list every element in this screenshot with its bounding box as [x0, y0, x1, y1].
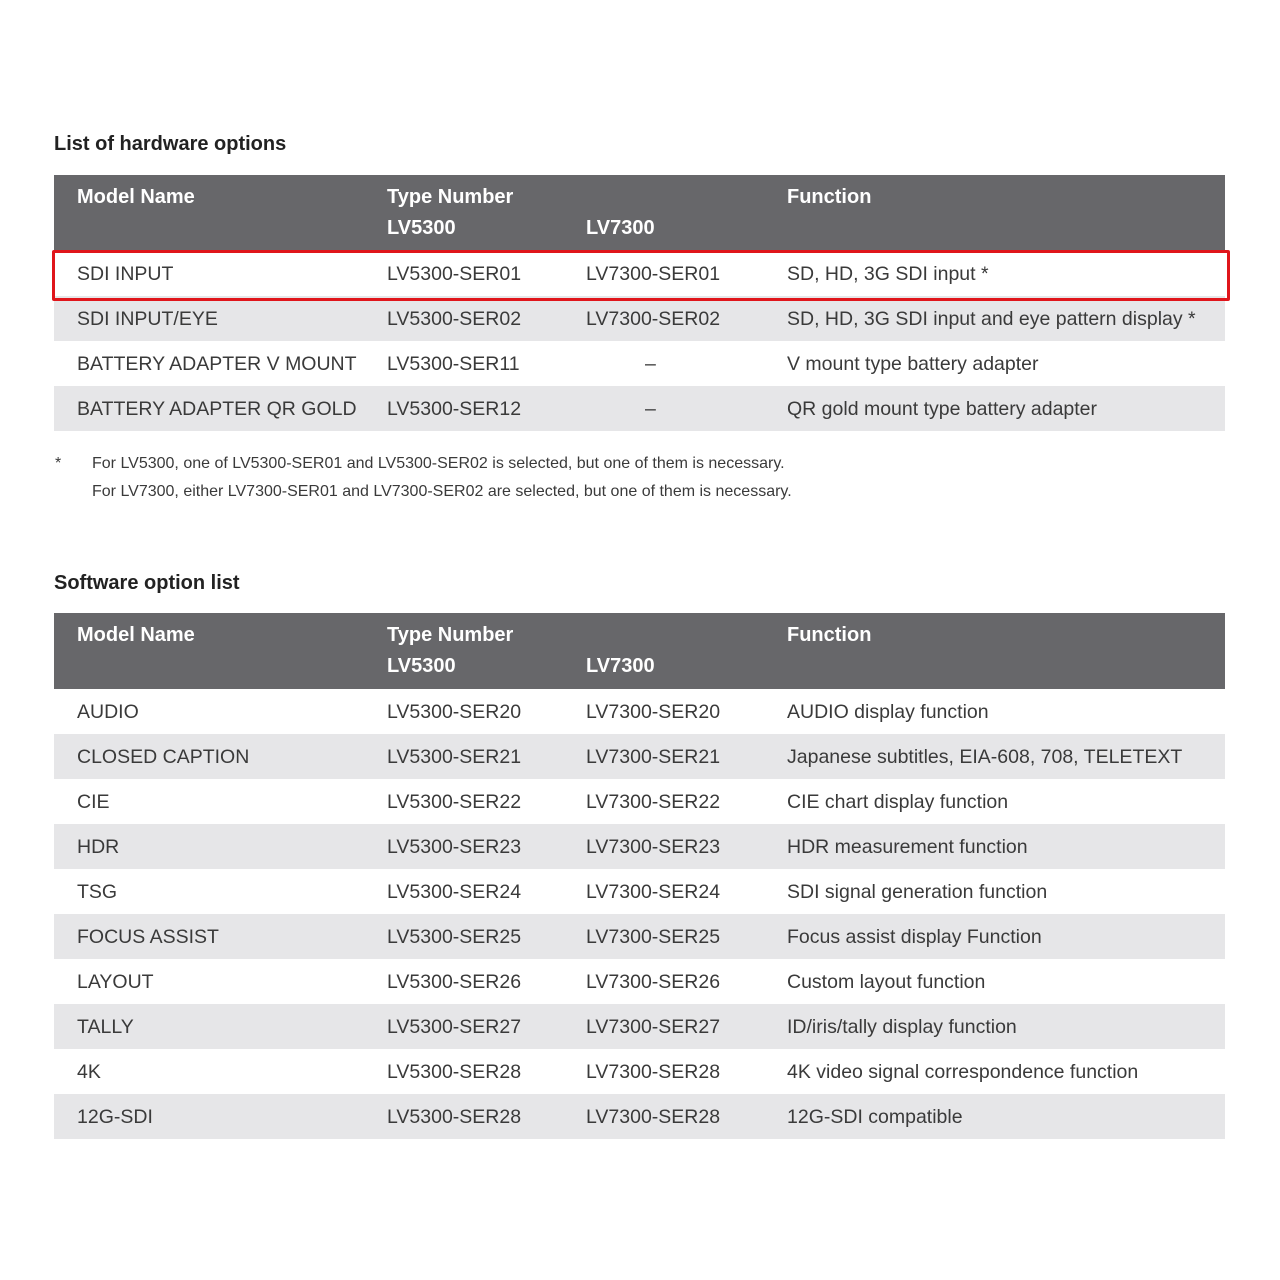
cell-model: AUDIO: [77, 701, 139, 723]
header-lv5300: LV5300: [387, 217, 456, 239]
cell-function: SD, HD, 3G SDI input and eye pattern display *: [787, 308, 1196, 330]
cell-model: LAYOUT: [77, 971, 154, 993]
table-header: [54, 613, 1225, 689]
cell-lv7300: LV7300-SER26: [586, 971, 721, 993]
cell-lv5300: LV5300-SER25: [387, 926, 522, 948]
cell-model: 4K: [77, 1061, 101, 1083]
cell-lv7300: LV7300-SER20: [586, 701, 721, 723]
cell-lv5300: LV5300-SER28: [387, 1106, 522, 1128]
cell-model: BATTERY ADAPTER QR GOLD: [77, 398, 357, 420]
table-row: [54, 959, 1225, 1004]
table-row: [54, 779, 1225, 824]
table-row: [54, 1049, 1225, 1094]
cell-function: SD, HD, 3G SDI input *: [787, 263, 989, 285]
header-function: Function: [787, 186, 872, 208]
cell-model: 12G-SDI: [77, 1106, 153, 1128]
cell-lv7300: LV7300-SER21: [586, 746, 721, 768]
cell-lv5300: LV5300-SER02: [387, 308, 522, 330]
cell-model: TSG: [77, 881, 118, 903]
cell-function: Focus assist display Function: [787, 926, 1042, 948]
cell-lv5300: LV5300-SER27: [387, 1016, 522, 1038]
cell-model: FOCUS ASSIST: [77, 926, 219, 948]
cell-lv7300: –: [645, 353, 656, 375]
cell-function: 4K video signal correspondence function: [787, 1061, 1139, 1083]
cell-lv5300: LV5300-SER22: [387, 791, 522, 813]
cell-lv7300: LV7300-SER01: [586, 263, 721, 285]
cell-lv5300: LV5300-SER26: [387, 971, 522, 993]
sdi-input-highlight-box: [52, 250, 1230, 301]
cell-lv5300: LV5300-SER01: [387, 263, 522, 285]
cell-model: SDI INPUT/EYE: [77, 308, 218, 330]
cell-lv5300: LV5300-SER21: [387, 746, 522, 768]
cell-lv5300: LV5300-SER12: [387, 398, 522, 420]
cell-lv5300: LV5300-SER20: [387, 701, 522, 723]
cell-function: HDR measurement function: [787, 836, 1028, 858]
header-lv7300: LV7300: [586, 217, 655, 239]
footnote-line-1: For LV5300, one of LV5300-SER01 and LV5300-SER02 is selected, but one of them is necessary.: [92, 455, 785, 472]
cell-lv7300: LV7300-SER28: [586, 1106, 721, 1128]
header-function: Function: [787, 624, 872, 646]
cell-function: V mount type battery adapter: [787, 353, 1039, 375]
hardware-section-title: List of hardware options: [54, 133, 287, 155]
cell-lv5300: LV5300-SER23: [387, 836, 522, 858]
cell-model: CLOSED CAPTION: [77, 746, 250, 768]
cell-model: TALLY: [77, 1016, 134, 1038]
header-model-name: Model Name: [77, 186, 195, 208]
cell-model: SDI INPUT: [77, 263, 174, 285]
cell-function: Japanese subtitles, EIA-608, 708, TELETEXT: [787, 746, 1183, 768]
cell-function: Custom layout function: [787, 971, 986, 993]
cell-lv7300: LV7300-SER24: [586, 881, 721, 903]
cell-lv7300: LV7300-SER25: [586, 926, 721, 948]
header-type-number: Type Number: [387, 186, 514, 208]
cell-function: SDI signal generation function: [787, 881, 1048, 903]
table-row: [54, 1004, 1225, 1049]
cell-model: BATTERY ADAPTER V MOUNT: [77, 353, 357, 375]
cell-model: HDR: [77, 836, 120, 858]
cell-function: ID/iris/tally display function: [787, 1016, 1017, 1038]
cell-lv7300: LV7300-SER28: [586, 1061, 721, 1083]
cell-lv7300: LV7300-SER02: [586, 308, 721, 330]
software-section-title: Software option list: [54, 572, 240, 594]
hardware-options-table: [54, 175, 1225, 431]
header-lv7300: LV7300: [586, 655, 655, 677]
cell-lv5300: LV5300-SER24: [387, 881, 522, 903]
cell-lv7300: LV7300-SER23: [586, 836, 721, 858]
cell-model: CIE: [77, 791, 110, 813]
cell-lv5300: LV5300-SER28: [387, 1061, 522, 1083]
cell-lv7300: LV7300-SER22: [586, 791, 721, 813]
table-row: [54, 689, 1225, 734]
footnote-line-2: For LV7300, either LV7300-SER01 and LV7300-SER02 are selected, but one of them is necessary.: [92, 483, 792, 500]
header-lv5300: LV5300: [387, 655, 456, 677]
cell-function: AUDIO display function: [787, 701, 989, 723]
table-row: [54, 824, 1225, 869]
table-row: [54, 734, 1225, 779]
cell-function: CIE chart display function: [787, 791, 1009, 813]
header-type-number: Type Number: [387, 624, 514, 646]
table-row: [54, 341, 1225, 386]
cell-function: 12G-SDI compatible: [787, 1106, 963, 1128]
cell-lv7300: LV7300-SER27: [586, 1016, 721, 1038]
table-row: [54, 869, 1225, 914]
cell-function: QR gold mount type battery adapter: [787, 398, 1098, 420]
cell-lv7300: –: [645, 398, 656, 420]
table-row: [54, 914, 1225, 959]
table-row: [54, 386, 1225, 431]
cell-lv5300: LV5300-SER11: [387, 353, 520, 375]
table-row: [54, 296, 1225, 341]
footnote-marker: *: [55, 455, 62, 472]
table-header: [54, 175, 1225, 251]
software-options-table: [54, 613, 1225, 1139]
table-row: [54, 1094, 1225, 1139]
header-model-name: Model Name: [77, 624, 195, 646]
